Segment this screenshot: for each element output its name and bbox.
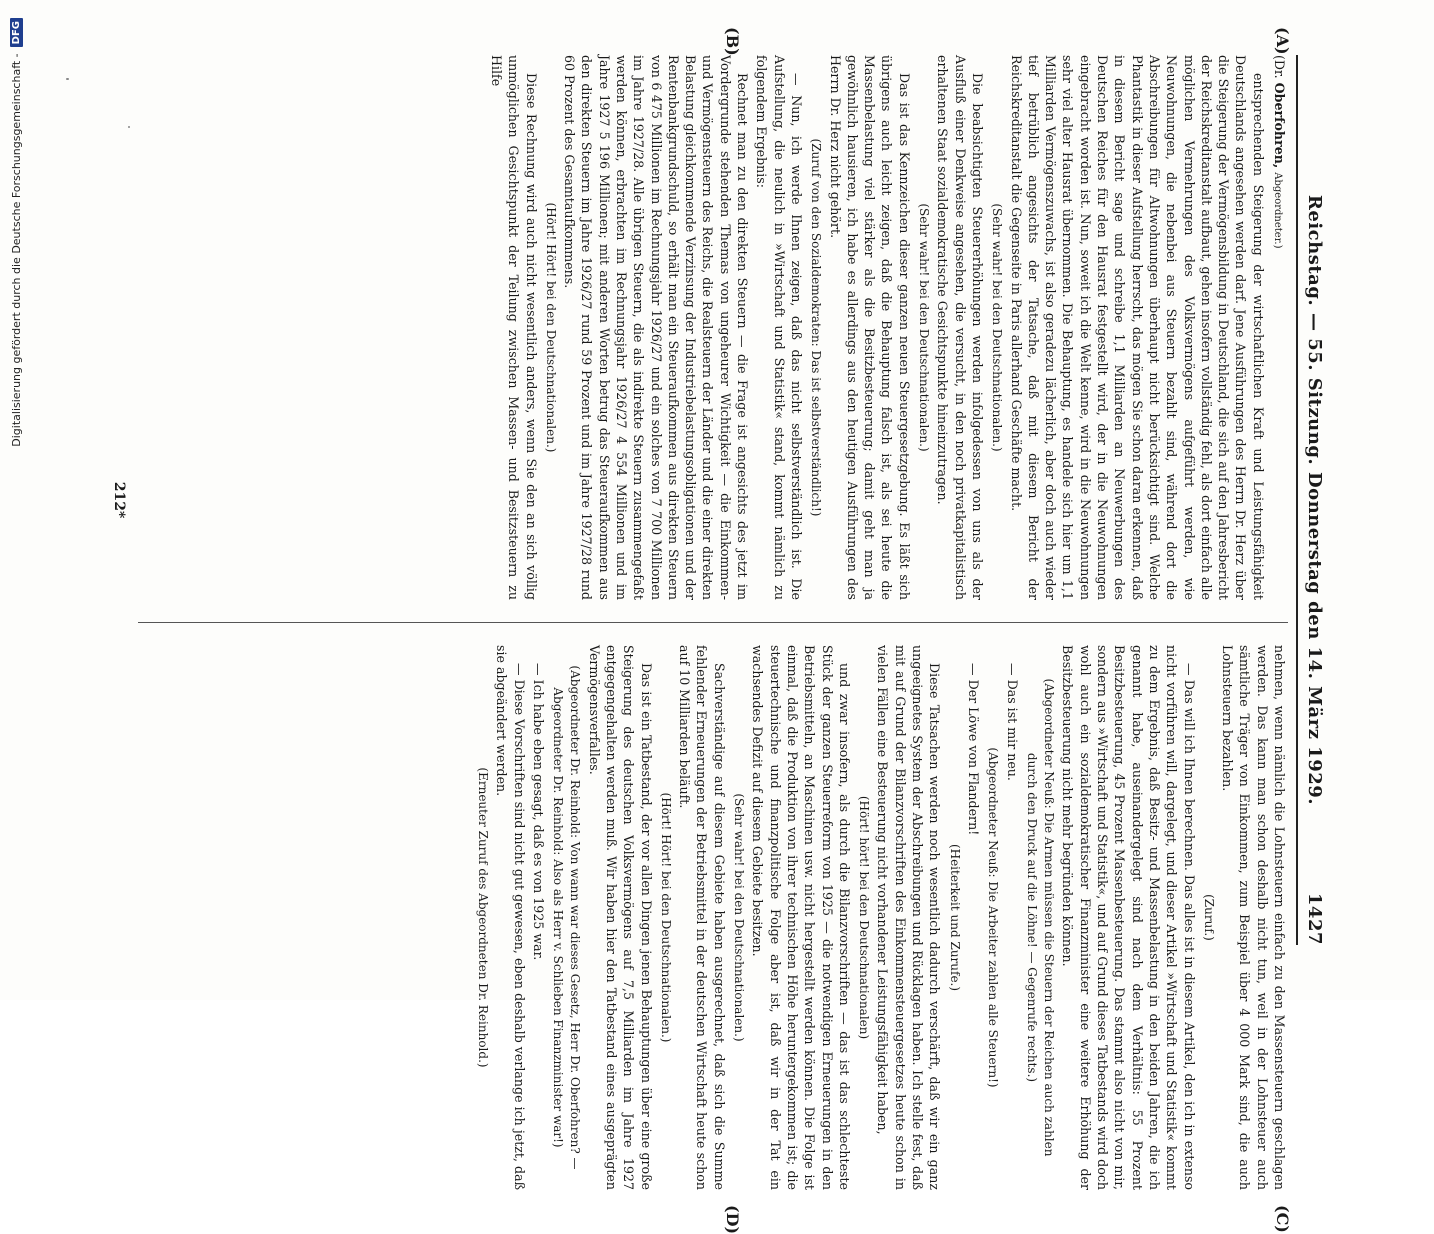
- stage-direction: (Hört! Hört! bei den Deutschnationalen.): [658, 792, 673, 1043]
- paragraph: entsprechenden Steigerung der wirtschaftlichen Kraft und Leistungsfähigkeit Deutschlands angesehen werden darf. Jene Ausführungen des Herrn Dr. Herz über die Steigerung der Vermögensbildung in Deutschland, die sich auf den Jahresbericht der Reichskreditanstalt aufbaut, gehen insofern vollständig fehl, als dort einfach alle möglichen Vermehrungen des Volksvermögens aufgeführt werden, wie Neuwohnungen, die nebenbei aus Steuern bezahlt sind, während dort die Abschreibungen für Altwohnungen überhaupt nicht berücksichtigt sind. Welche Phantastik in dieser Aufstellung herrscht, das mögen Sie schon daran erkennen, daß in diesem Bericht sage und schreibe 1,1 Milliarden an Neuwerbungen des Deutschen Reiches für den Hausrat festgestellt wird, der in die Neuwohnungen eingebracht worden ist. Nun, soweit ich die Welt kenne, wird in die Neuwohnungen sehr viel alter Hausrat übernommen. Die Behauptung, es handele sich hier um 1,1 Milliarden Vermögenszuwachs, ist also geradezu lächerlich, aber doch auch wieder tief betrüblich angesichts der Tatsache, daß mit diesem Bericht der Reichskreditanstalt die Gegenseite in Paris allerhand Geschäfte macht.: [1008, 55, 1266, 600]
- margin-marker-d: (D): [723, 1205, 742, 1234]
- stage-direction: (Abgeordneter Neuß: Die Arbeiter zahlen alle Steuern!): [986, 747, 1001, 1088]
- left-column: [486, 55, 1288, 600]
- stage-direction: (Zuruf von den Sozialdemokraten: Das ist selbstverständlich!): [809, 138, 824, 517]
- page-header: [1296, 55, 1332, 945]
- paragraph: Rechnet man zu den direkten Steuern — die Frage ist angesichts des jetzt im Vordergrunde stehenden Themas von ungeheurer Wichtigkeit — die Einkommen- und Vermögensteuern des Reichs, die Realsteuern der Länder und die einer direkten Belastung gleichkommende Verzinsung der Industriebelastungsobligationen und der Rentenbankgrundschuld, so erhält man ein Steueraufkommen aus direkten Steuern von 6 475 Millionen im Rechnungsjahr 1926/27 und ein solches von 7 700 Millionen im Jahre 1927/28. Alle übrigen Steuern, die als indirekte Steuern zusammengefaßt werden können, erbrachten im Rechnungsjahr 1926/27 4 554 Millionen und im Jahre 1927 5 196 Millionen; mit anderen Worten betrug das Steueraufkommen aus den direkten Steuern im Jahre 1926/27 rund 59 Prozent und im Jahre 1927/28 rund 60 Prozent des Gesamtaufkommens.: [562, 55, 751, 600]
- paragraph: Das ist das Kennzeichen dieser ganzen neuen Steuergesetzgebung. Es läßt sich übrigens auch leicht zeigen, daß die Behauptung falsch ist, als sei heute die Massenbelastung viel stärker als die Besitzbesteuerung; damit geht man ja gewöhnlich hausieren, ich habe es allerdings aus den heutigen Ausführungen des Herrn Dr. Herz nicht gehört.: [827, 55, 912, 600]
- stage-direction: (Zuruf.): [1201, 894, 1216, 941]
- stage-direction: (Sehr wahr! bei den Deutschnationalen.): [917, 203, 932, 452]
- credit-text: Digitalisierung gefördert durch die Deutsche Forschungsgemeinschaft -: [10, 53, 23, 447]
- stage-direction: (Abgeordneter Neuß: Die Armen müssen die Steuern der Reichen auch zahlen durch den Druck auf die Löhne! — Gegenrufe rechts.): [1024, 678, 1057, 1157]
- paragraph: — Das ist mir neu.: [1004, 663, 1020, 781]
- stage-direction: (Hört! hört! bei den Deutschnationalen): [857, 795, 872, 1040]
- speaker-role: Abgeordneter.): [1272, 172, 1283, 249]
- scan-speck: [66, 78, 69, 80]
- margin-marker-a: (A): [1273, 27, 1292, 55]
- signature-mark: 212*: [111, 481, 127, 519]
- speaker-name: Oberfohren,: [1272, 82, 1287, 169]
- dfg-logo-icon: DFG: [10, 18, 23, 47]
- speaker-line: [1269, 55, 1288, 600]
- stage-direction: (Sehr wahr! bei den Deutschnationalen.): [990, 203, 1005, 452]
- stage-direction: (Hört! Hört! bei den Deutschnationalen.): [543, 202, 558, 453]
- column-divider: [138, 622, 1288, 623]
- paragraph: Diese Tatsachen werden noch wesentlich dadurch verschärft, daß wir ein ganz ungeeignetes System der Abschreibungen und Rücklagen haben. Ich stelle fest, daß mit auf Grund der Bilanzvorschriften des Einkommensteuergesetzes heute schon in vielen Fällen eine Besteuerung nicht vorhandener Leistungsfähigkeit haben,: [875, 645, 943, 1190]
- right-column: [472, 645, 1288, 1190]
- stage-direction: (Sehr wahr! bei den Deutschnationalen.): [732, 793, 747, 1042]
- paragraph: — Das will ich Ihnen berechnen. Das alles ist in diesem Artikel, den ich in extenso nicht vorführen will, dargelegt, und dieser Artikel »Wirtschaft und Statistik« kommt zu dem Ergebnis, daß Besitz- und Massenbelastung in den beiden Jahren, die ich genannt habe, auseinandergelegt sind nach dem Verhältnis: 55 Prozent Besitzbesteuerung, 45 Prozent Massenbesteuerung. Das stammt also nicht von mir, sondern aus »Wirtschaft und Statistik«, und auf Grund dieses Tatbestands wird doch wohl auch ein sozialdemokratischer Finanzminister eine weitere Erhöhung der Besitzbesteuerung nicht mehr begründen können.: [1060, 645, 1197, 1190]
- speaker-prefix: (Dr.: [1272, 55, 1287, 79]
- paragraph: — Diese Vorschriften sind nicht gut gewesen, eben deshalb verlange ich jetzt, daß sie abgeändert werden.: [494, 645, 527, 1190]
- stage-direction: (Erneuter Zuruf des Abgeordneten Dr. Reinhold.): [475, 767, 490, 1068]
- rotated-document-page: [102, 27, 1332, 1234]
- stage-direction: (Abgeordneter Dr. Reinhold: Von wann war dieses Gesetz, Herr Dr. Oberfohren? — Abgeordneter Dr. Reinhold: Also als Herr v. Schlieben Finanzminister war!): [551, 665, 583, 1170]
- margin-marker-b: (B): [723, 27, 742, 56]
- paragraph: — Der Löwe von Flandern!: [965, 663, 981, 836]
- paragraph: nehmen, wenn nämlich die Lohnsteuern einfach zu den Massensteuern geschlagen werden. Das kann man schon deshalb nicht tun, weil in der Lohnsteuer auch sämtliche Träger von Einkommen, zum Beispiel über 4 000 Mark sind, die auch Lohnsteuern bezahlen.: [1220, 645, 1287, 1190]
- paragraph: — Ich habe eben gesagt, daß es von 1925 war.: [530, 663, 546, 961]
- paragraph: Diese Rechnung wird auch nicht wesentlich anders, wenn Sie den an sich völlig unmöglichen Gesichtspunkt der Teilung zwischen Massen- und Besitzsteuern zu Hilfe: [488, 55, 539, 600]
- margin-marker-c: (C): [1273, 1205, 1292, 1233]
- digitization-credit: [10, 0, 23, 1000]
- header-page-number: 1427: [1304, 892, 1326, 945]
- scan-speck: [128, 126, 130, 128]
- paragraph: Das ist ein Tatbestand, der vor allen Dingen jenen Behauptungen über eine große Steigerung des deutschen Volksvermögens auf 7,5 Milliarden im Jahre 1927 entgegengehalten werden muß. Wir haben hier den Tatbestand eines ausgeprägten Vermögensverfalles.: [586, 645, 654, 1190]
- paragraph: und zwar insofern, als durch die Bilanzvorschriften — das ist das schlechteste Stück der ganzen Steuerreform von 1925 — die notwendigen Erneuerungen in den Betriebsmitteln, an Maschinen usw. nicht hergestellt werden können. Die Folge ist einmal, daß die Produktion von ihrer technischen Höhe heruntergekommen ist; die steuertechnische und finanzpolitische Folge aber ist, daß wir in der Tat ein wachsendes Defizit auf diesem Gebiete besitzen.: [750, 645, 852, 1190]
- header-title: Reichstag. — 55. Sitzung. Donnerstag den 14. März 1929.: [1304, 194, 1326, 806]
- stage-direction: (Heiterkeit und Zurufe.): [947, 843, 962, 992]
- paragraph: Sachverständige auf diesem Gebiete haben ausgerechnet, daß sich die Summe fehlender Erneuerungen der Betriebsmittel in der deutschen Wirtschaft heute schon auf 10 Milliarden beläuft.: [677, 645, 727, 1190]
- paragraph: — Nun, ich werde Ihnen zeigen, daß das nicht selbstverständlich ist. Die Aufstellung, die neulich in »Wirtschaft und Statistik« stand, kommt nämlich zu folgendem Ergebnis:: [754, 55, 804, 600]
- paragraph: Die beabsichtigten Steuererhöhungen werden infolgedessen von uns als der Ausfluß einer Denkweise angesehen, die versucht, in den noch privatkapitalistisch erhaltenen Staat sozialdemokratische Gesichtspunkte hineinzutragen.: [935, 55, 985, 600]
